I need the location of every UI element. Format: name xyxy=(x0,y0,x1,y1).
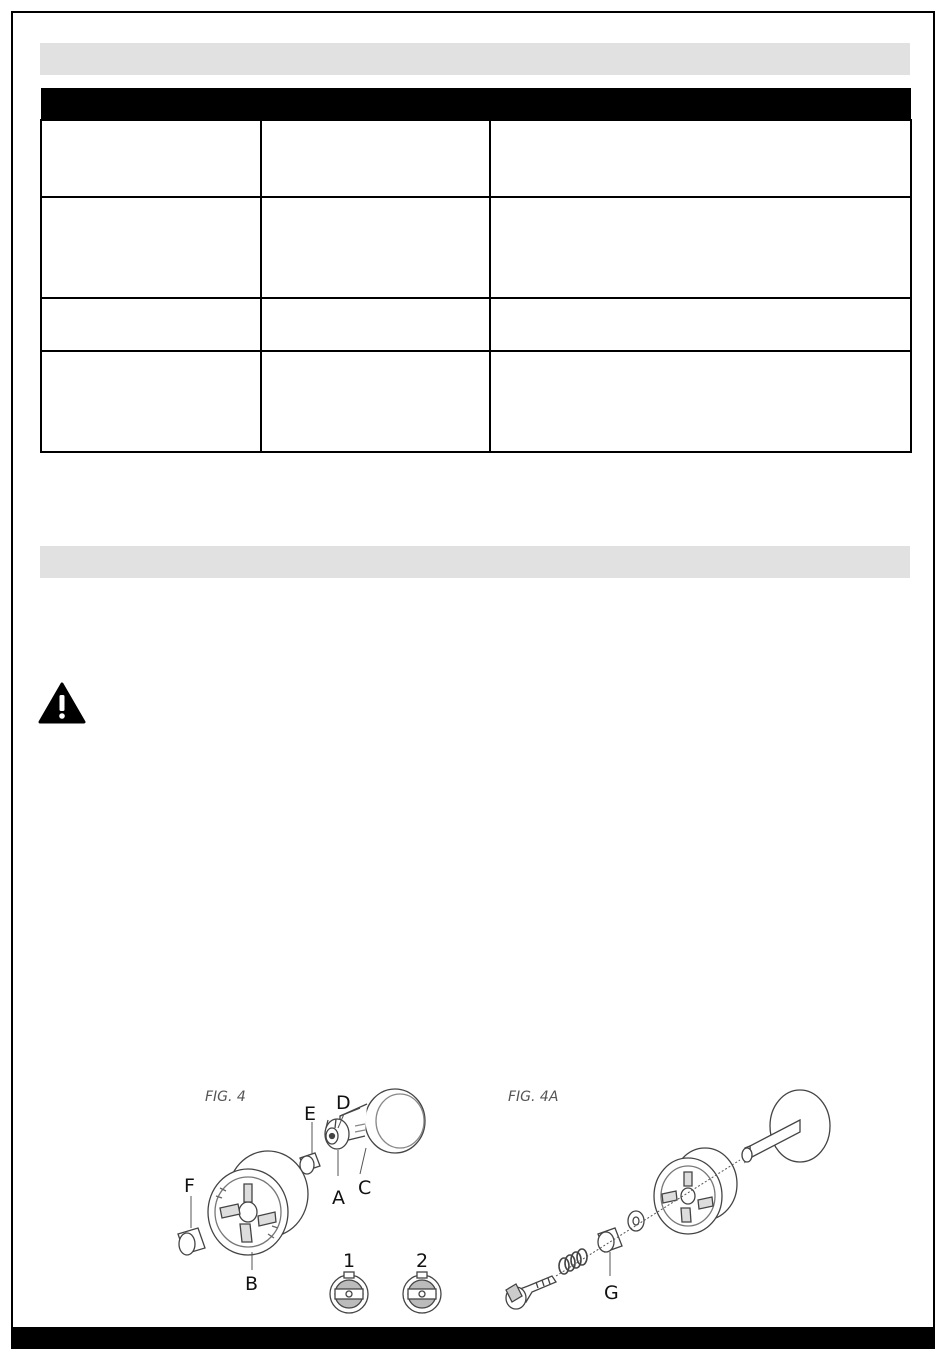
figure-4a xyxy=(506,1089,830,1309)
table-cell xyxy=(490,120,911,197)
inset-view-1 xyxy=(330,1272,368,1313)
inset-view-2 xyxy=(403,1272,441,1313)
bushing-e-drawing xyxy=(300,1153,320,1174)
label-g: G xyxy=(604,1282,619,1304)
table-cell xyxy=(261,197,490,298)
fig4-caption: FIG. 4 xyxy=(205,1089,246,1105)
label-view-2: 2 xyxy=(416,1250,429,1272)
table-cell xyxy=(41,120,261,197)
sleeve-g-drawing xyxy=(598,1228,622,1252)
bushing-f-drawing xyxy=(178,1228,205,1255)
fig4a-caption: FIG. 4A xyxy=(508,1089,559,1105)
section-header-bar-1 xyxy=(40,43,910,75)
hub-nut-drawing xyxy=(325,1119,349,1149)
table-row xyxy=(41,351,911,452)
washer-drawing xyxy=(628,1211,644,1231)
table-cell xyxy=(261,351,490,452)
knob-screw-drawing xyxy=(506,1276,556,1309)
spec-table xyxy=(40,88,910,453)
label-f: F xyxy=(184,1175,195,1197)
label-view-1: 1 xyxy=(343,1250,356,1272)
figure-4 xyxy=(178,1089,441,1313)
label-e: E xyxy=(304,1103,317,1125)
label-a: A xyxy=(332,1187,345,1209)
label-d: D xyxy=(336,1092,351,1114)
table-row xyxy=(41,298,911,351)
axle-flange-drawing xyxy=(742,1090,830,1162)
spring-drawing xyxy=(559,1249,587,1274)
table-header xyxy=(41,88,911,120)
table-cell xyxy=(41,197,261,298)
warning-triangle-icon xyxy=(38,682,86,724)
table-cell xyxy=(261,120,490,197)
table-header-row xyxy=(41,88,911,120)
label-c: C xyxy=(358,1177,372,1199)
footer-bar xyxy=(11,1327,935,1349)
table-cell xyxy=(490,351,911,452)
table-cell xyxy=(41,351,261,452)
spool-reel-drawing xyxy=(208,1151,308,1255)
section-header-bar-2 xyxy=(40,546,910,578)
table-cell xyxy=(41,298,261,351)
table-row xyxy=(41,197,911,298)
label-b: B xyxy=(245,1273,259,1295)
spool-assembly-figures xyxy=(160,1076,860,1326)
table-row xyxy=(41,120,911,197)
table-cell xyxy=(261,298,490,351)
table-cell xyxy=(490,197,911,298)
spool-reel-4a-drawing xyxy=(654,1148,737,1234)
spindle-hub-drawing xyxy=(340,1089,425,1153)
table-cell xyxy=(490,298,911,351)
